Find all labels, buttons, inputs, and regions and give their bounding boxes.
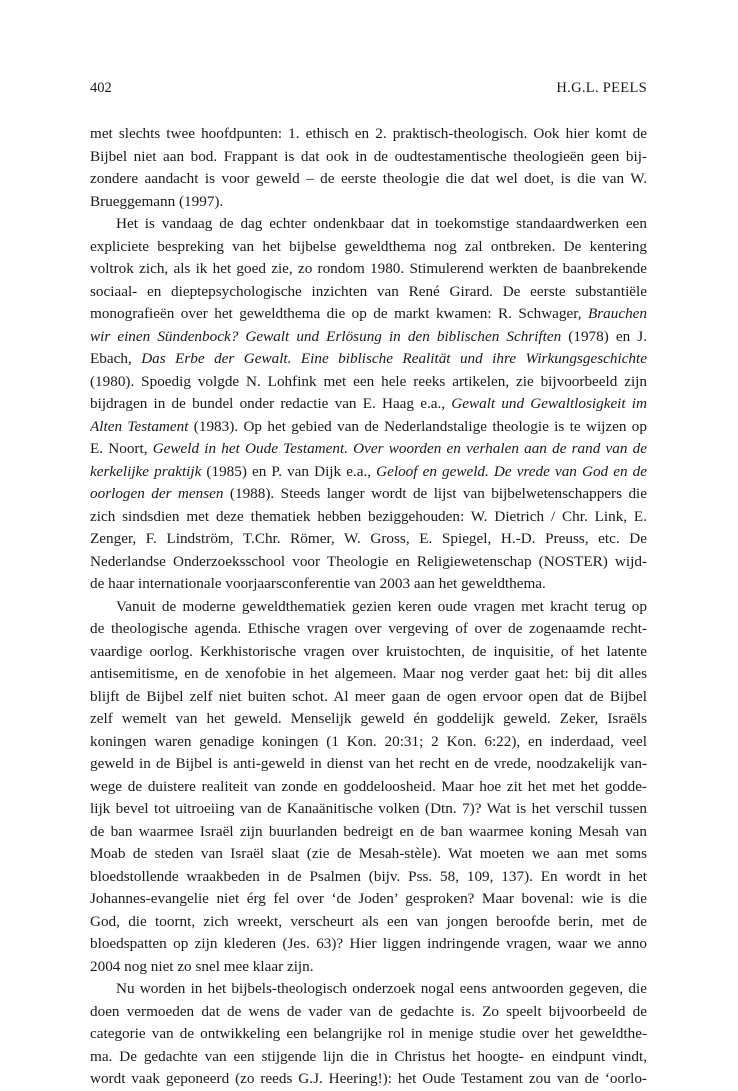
text-segment: zelf wemelt van het geweld. Menselijk geweld én goddelijk geweld. Zeker, Israëls <box>90 710 647 727</box>
text-segment: de theologische agenda. Ethische vragen over vergeving of over de zogenaamde recht- <box>90 620 647 637</box>
text-segment: (1980). Spoedig volgde N. Lohfink met een hele reeks artikelen, zie bijvoorbeeld zijn <box>90 372 647 390</box>
text-segment: bloedspatten op zijn klederen (Jes. 63)? Hier liggen indringende vragen, waar we anno <box>90 935 647 952</box>
text-segment: (1983). Op het gebied van de Nederlandstalige theologie is te wijzen op <box>188 417 647 435</box>
text-segment: met slechts twee hoofdpunten: 1. ethisch en 2. praktisch-theologisch. Ook hier komt de <box>90 125 647 142</box>
italic-title-segment: kerkelijke praktijk <box>90 462 202 480</box>
text-line <box>90 168 647 191</box>
italic-title-segment: Das Erbe der Gewalt. Eine biblische Realität und ihre Wirkungsgeschichte <box>141 350 647 367</box>
text-line <box>90 866 647 889</box>
text-line <box>90 1023 647 1046</box>
text-segment: (1988). Steeds langer wordt de lijst van bijbelwetenschappers die <box>223 485 647 502</box>
text-line <box>90 843 647 866</box>
text-line <box>90 303 647 326</box>
text-line <box>90 281 647 304</box>
text-line <box>90 618 647 641</box>
text-segment: monografieën over het geweldthema die op de markt kwamen: R. Schwager, <box>90 305 588 322</box>
text-segment: Nu worden in het bijbels-theologisch onderzoek nogal eens antwoorden gegeven, die <box>116 980 647 997</box>
text-segment: wordt vaak geponeerd (zo reeds G.J. Heering!): het Oude Testament zou van de ‘oorlo- <box>90 1070 647 1087</box>
text-line <box>90 483 647 506</box>
text-segment: Zenger, F. Lindström, T.Chr. Römer, W. Gross, E. Spiegel, H.-D. Preuss, etc. De <box>90 530 647 547</box>
italic-title-segment: wir einen Sündenbock? Gewalt und Erlösung in den biblischen Schriften <box>90 327 562 345</box>
text-segment: ma. De gedachte van een stijgende lijn die in Christus het hoogte- en eindpunt vindt, <box>90 1047 647 1065</box>
text-line <box>90 731 647 754</box>
text-segment: sociaal- en dieptepsychologische inzichten van René Girard. De eerste substantiële <box>90 282 647 300</box>
text-segment: (1978) en J. <box>561 327 647 345</box>
italic-title-segment: Geweld in het Oude Testament. Over woorden en verhalen aan de rand van de <box>152 440 647 457</box>
text-segment: God, die toornt, zich wreekt, verscheurt als een van jongen beroofde berin, met de <box>90 912 647 930</box>
text-segment: bloedstollende wraakbeden in de Psalmen (bijv. Pss. 58, 109, 137). En wordt in het <box>90 867 647 885</box>
text-line <box>90 776 647 799</box>
running-head-author: H.G.L. PEELS <box>556 80 647 96</box>
text-line <box>90 1046 647 1069</box>
italic-title-segment: Brauchen <box>587 305 647 322</box>
text-line <box>90 686 647 709</box>
text-line <box>90 236 647 259</box>
text-line <box>90 146 647 169</box>
text-line <box>90 191 647 214</box>
text-segment: koningen waren genadige koningen (1 Kon. 20:31; 2 Kon. 6:22), en inderdaad, veel <box>90 732 647 750</box>
text-line <box>90 348 647 371</box>
text-line <box>90 888 647 911</box>
text-line <box>90 708 647 731</box>
text-line <box>90 213 647 236</box>
text-segment: lijk bevel tot uitroeiing van de Kanaänitische volken (Dtn. 7)? Wat is het verschil tussen <box>90 800 647 817</box>
text-line <box>90 911 647 934</box>
text-segment: antisemitisme, en de xenofobie in het algemeen. Maar nog verder gaat het: bij dit alles <box>90 665 647 682</box>
text-segment: Johannes-evangelie niet érg fel over ‘de Joden’ gesproken? Maar bovenal: wie is die <box>90 890 647 907</box>
text-line <box>90 663 647 686</box>
text-segment: blijft de Bijbel zelf niet buiten schot. Al meer gaan de ogen ervoor open dat de Bijbel <box>90 687 647 705</box>
text-segment: Ebach, <box>90 350 142 367</box>
text-line <box>90 258 647 281</box>
text-segment: expliciete bespreking van het bijbelse geweldthema nog zal ontbreken. De kentering <box>90 237 647 255</box>
text-line <box>90 641 647 664</box>
text-segment: vaardige oorlog. Kerkhistorische vragen over kruistochten, de inquisitie, of het latente <box>90 642 647 660</box>
text-line <box>90 978 647 1001</box>
text-segment: bijdragen in de bundel onder redactie van E. Haag e.a., <box>90 395 452 412</box>
text-line <box>90 461 647 484</box>
text-line <box>90 821 647 844</box>
text-segment: Bijbel niet aan bod. Frappant is dat ook in de oudtestamentische theologieën geen bij- <box>90 147 647 165</box>
text-line <box>90 506 647 529</box>
text-line <box>90 326 647 349</box>
text-segment: wege de duistere realiteit van zonde en goddeloosheid. Maar hoe zit het met het godde- <box>90 777 647 795</box>
text-line <box>90 123 647 146</box>
text-segment: Brueggemann (1997). <box>90 192 224 210</box>
text-segment: 2004 nog niet zo snel mee klaar zijn. <box>90 957 314 975</box>
text-segment: E. Noort, <box>90 440 153 457</box>
page-number: 402 <box>90 80 112 96</box>
italic-title-segment: Alten Testament <box>90 417 189 435</box>
text-segment: categorie van de ontwikkeling een belangrijke rol in menige studie over het geweldthe- <box>90 1025 647 1042</box>
text-segment: zondere aandacht is voor geweld – de eerste theologie die dat wel doet, is die van W. <box>90 170 647 187</box>
text-line <box>90 1068 647 1091</box>
running-header <box>90 80 647 100</box>
text-line <box>90 438 647 461</box>
text-line <box>90 528 647 551</box>
text-line <box>90 956 647 979</box>
text-segment: voltrok zich, als ik het goed zie, zo rondom 1980. Stimulerend werkten de baanbrekende <box>90 260 647 277</box>
text-line <box>90 933 647 956</box>
text-line <box>90 551 647 574</box>
text-line <box>90 371 647 394</box>
italic-title-segment: Geloof en geweld. De vrede van God en de <box>376 462 647 480</box>
italic-title-segment: Gewalt und Gewaltlosigkeit im <box>451 395 647 412</box>
text-segment: Nederlandse Onderzoeksschool voor Theologie en Religiewetenschap (NOSTER) wijd- <box>90 552 647 570</box>
text-segment: geweld in de Bijbel is anti-geweld in dienst van het recht en de vrede, noodzakelijk van- <box>90 755 647 772</box>
text-segment: de haar internationale voorjaarsconferentie van 2003 aan het geweldthema. <box>90 575 546 592</box>
text-segment: Het is vandaag de dag echter ondenkbaar dat in toekomstige standaardwerken een <box>116 215 647 232</box>
body-text <box>90 123 647 1091</box>
italic-title-segment: oorlogen der mensen <box>90 485 224 502</box>
text-line <box>90 1001 647 1024</box>
text-line <box>90 573 647 596</box>
text-segment: doen vermoeden dat de wens de vader van de gedachte is. Zo speelt bijvoorbeeld de <box>90 1002 647 1020</box>
text-line <box>90 798 647 821</box>
text-segment: zich sindsdien met deze thematiek hebben beziggehouden: W. Dietrich / Chr. Link, E. <box>90 507 647 525</box>
text-segment: Moab de steden van Israël slaat (zie de Mesah-stèle). Wat moeten we aan met soms <box>90 845 647 862</box>
text-segment: (1985) en P. van Dijk e.a., <box>201 462 377 480</box>
text-line <box>90 753 647 776</box>
text-line <box>90 416 647 439</box>
text-segment: Vanuit de moderne geweldthematiek gezien keren oude vragen met kracht terug op <box>116 597 647 615</box>
text-line <box>90 393 647 416</box>
text-segment: de ban waarmee Israël zijn buurlanden bedreigt en de ban waarmee koning Mesah van <box>90 822 647 840</box>
text-line <box>90 596 647 619</box>
